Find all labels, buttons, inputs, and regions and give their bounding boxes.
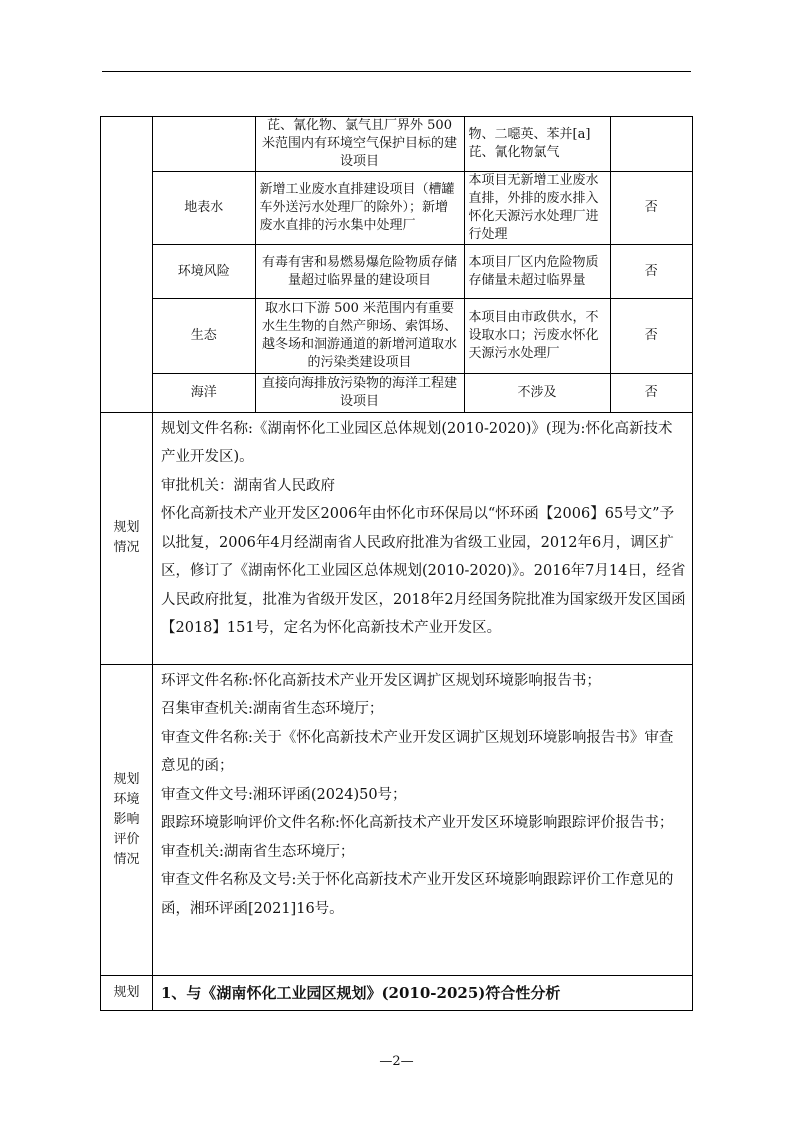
table-row (153, 374, 692, 412)
compliance-label: 规划 (101, 975, 153, 1010)
requirement-cell: 新增工业废水直排建设项目（槽罐车外送污水处理厂的除外）；新增废水直排的污水集中处理厂 (255, 172, 464, 245)
planning-label: 规划 情况 (101, 412, 153, 664)
header-rule (102, 71, 691, 72)
page-number: —2— (379, 1054, 414, 1069)
factor-cell: 生态 (153, 299, 255, 374)
table-row (153, 117, 692, 172)
planning-row (101, 412, 693, 664)
eia-paragraph: 召集审查机关:湖南省生态环境厅； (161, 701, 384, 717)
eia-paragraph: 审查文件名称及文号:关于怀化高新技术产业开发区环境影响跟踪评价工作意见的函，湘环评函[2021]16号。 (161, 872, 674, 917)
compliance-row (101, 975, 693, 1010)
environment-comparison-table (153, 117, 692, 412)
requirement-cell: 直接向海排放污染物的海洋工程建设项目 (255, 374, 464, 412)
planning-paragraph: 怀化高新技术产业开发区2006年由怀化市环保局以“怀环函【2006】65号文”予以批复，2006年4月经湖南省人民政府批准为省级工业园，2012年6月，调区扩区，修订了《湖南怀化工业园区总体规划(2010-2020)》。2016年7月14日，经省人民政府批复，批准为省级开发区，2018年2月经国务院批准为国家级开发区国函【2018】151号，定名为怀化高新技术产业开发区。 (161, 506, 686, 636)
eia-paragraph: 跟踪环境影响评价文件名称:怀化高新技术产业开发区环境影响跟踪评价报告书； (161, 815, 674, 831)
eia-content (153, 664, 693, 975)
table-row (153, 172, 692, 245)
eia-label: 规划 环境 影响 评价 情况 (101, 664, 153, 975)
result-cell: 否 (610, 172, 692, 245)
requirement-cell: 有毒有害和易燃易爆危险物质存储量超过临界量的建设项目 (255, 245, 464, 299)
project-cell: 本项目厂区内危险物质存储量未超过临界量 (464, 245, 610, 299)
requirement-cell: 取水口下游 500 米范围内有重要水生生物的自然产卵场、索饵场、越冬场和洄游通道的新增河道取水的污染类建设项目 (255, 299, 464, 374)
table-row (153, 245, 692, 299)
eia-paragraph: 审查机关:湖南省生态环境厅； (161, 843, 355, 860)
eia-paragraph: 环评文件名称:怀化高新技术产业开发区调扩区规划环境影响报告书； (161, 672, 601, 689)
planning-paragraph: 审批机关：湖南省人民政府 (161, 477, 335, 494)
continuation-row (101, 117, 693, 413)
eia-paragraph: 审查文件文号:湘环评函(2024)50号； (161, 786, 407, 803)
compliance-content (153, 975, 693, 1010)
planning-content (153, 412, 693, 664)
project-cell: 本项目无新增工业废水直排，外排的废水排入怀化天源污水处理厂进行处理 (464, 172, 610, 245)
result-cell: 否 (610, 299, 692, 374)
project-cell: 物、二噁英、苯并[a]芘、氰化物氯气 (464, 117, 610, 172)
continuation-content-cell (153, 117, 693, 413)
outer-table (100, 116, 693, 1011)
planning-paragraph: 规划文件名称:《湖南怀化工业园区总体规划(2010-2020)》(现为:怀化高新技术产业开发区)。 (161, 420, 673, 465)
table-row (153, 299, 692, 374)
result-cell (610, 117, 692, 172)
factor-cell: 地表水 (153, 172, 255, 245)
factor-cell: 海洋 (153, 374, 255, 412)
requirement-cell: 芘、氰化物、氯气且厂界外 500 米范围内有环境空气保护目标的建设项目 (255, 117, 464, 172)
eia-paragraph: 审查文件名称:关于《怀化高新技术产业开发区调扩区规划环境影响报告书》审查意见的函； (161, 729, 674, 774)
factor-cell (153, 117, 255, 172)
project-cell: 不涉及 (464, 374, 610, 412)
compliance-heading: 1、与《湖南怀化工业园区规划》(2010-2025)符合性分析 (161, 983, 561, 1002)
continuation-label-cell (101, 117, 153, 413)
result-cell: 否 (610, 245, 692, 299)
result-cell: 否 (610, 374, 692, 412)
factor-cell: 环境风险 (153, 245, 255, 299)
eia-row (101, 664, 693, 975)
project-cell: 本项目由市政供水，不设取水口；污废水怀化天源污水处理厂 (464, 299, 610, 374)
